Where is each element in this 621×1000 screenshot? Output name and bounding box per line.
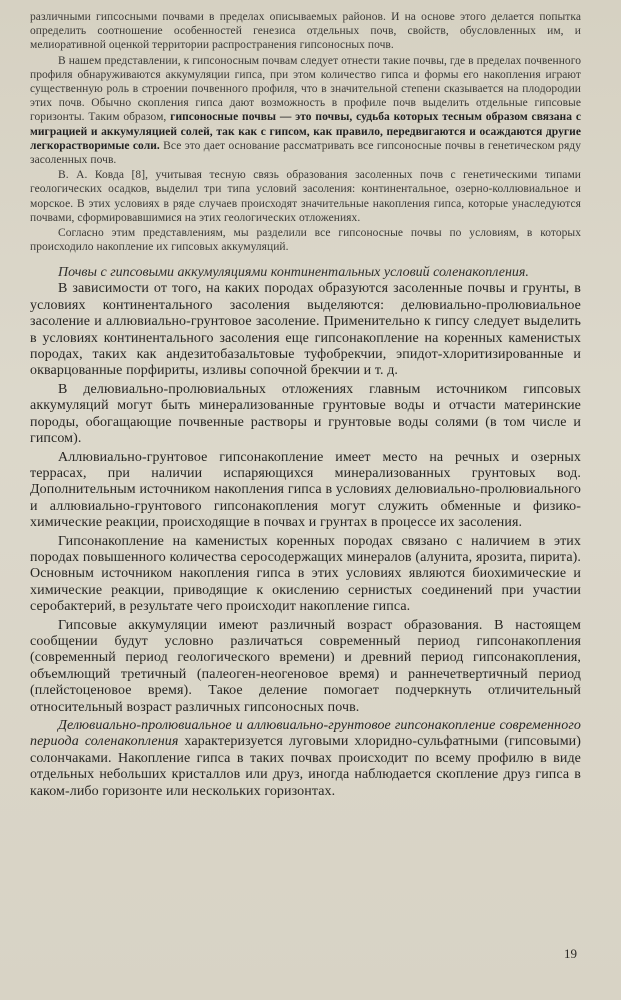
italic-subheading: Делювиально-пролювиальное и аллювиально-грунтовое гипсонакопление современного периода соленакопления bbox=[30, 718, 581, 750]
paragraph: различными гипсосными почвами в пределах описываемых районов. И на основе этого делается попытка определить соотношение особенностей генезиса отдельных почв, свойств, обусловленных им, и мелиоративной оценкой территории распространения гипсоносных почв. bbox=[30, 11, 581, 52]
paragraph-text: Все это дает основание рассматривать все гипсоносные почвы в генетическом ряду засоленных почв. bbox=[30, 139, 581, 167]
paragraph bbox=[30, 54, 581, 168]
paragraph-text: характеризуется луговыми хлоридно-сульфатными (гипсовыми) солончаками. Накопление гипса в таких почвах происходит по всему профилю в виде отдельных небольших кристаллов или друз, иногда наблюдается скопление друз гипса в каком-либо горизонте или нескольких горизонтах. bbox=[30, 734, 582, 799]
small-print-section bbox=[30, 10, 581, 254]
paragraph: Гипсонакопление на каменистых коренных породах связано с наличием в этих породах повышенного количества серосодержащих минералов (алунита, ярозита, пирита). Основным источником накопления гипса в этих условиях являются биохимические и химические реакции, приводящие к окислению сернистых соединений при участии серобактерий, в результате чего происходит накопление гипса. bbox=[30, 533, 581, 615]
paragraph bbox=[30, 718, 581, 800]
paragraph: В делювиально-пролювиальных отложениях главным источником гипсовых аккумуляций могут быть минерализованные грунтовые воды и отчасти материнские породы, обогащающие почвенные растворы и грунтовые воды солями (в том числе и гипсом). bbox=[30, 381, 581, 447]
paragraph-text: В нашем представлении, к гипсоносным почвам следует отнести такие почвы, где в пределах почвенного профиля обнаруживаются аккумуляции гипса, при этом количество гипса и формы его накопления играют существенную роль в строении почвенного профиля, что в значительной степени сказывается на плодородии этих почв. Обычно скопления гипса дают возможность в профиле почв выделить отдельные гипсовые горизонты. Таким образом, bbox=[30, 54, 581, 124]
paragraph: Гипсовые аккумуляции имеют различный возраст образования. В настоящем сообщении будут условно различаться современный период гипсонакопления (современный период геологического времени) и древний период гипсонакопления, объемлющий третичный (палеоген-неогеновое время) и раннечетвертичный период (плейстоценовое время). Такое деление помогает подчеркнуть отличительный относительный возраст различных гипсоносных почв. bbox=[30, 617, 581, 715]
paragraph: Согласно этим представлениям, мы разделили все гипсоносные почвы по условиям, в которых происходило накопление их гипсовых аккумуляций. bbox=[30, 227, 581, 254]
main-text-section bbox=[30, 281, 581, 800]
paragraph: В зависимости от того, на каких породах образуются засоленные почвы и грунты, в условиях континентального засоления выделяются: делювиально-пролювиальное засоление и аллювиально-грунтовое засоление. Применительно к гипсу следует выделить в условиях континентального засоления еще гипсонакопление на коренных каменистых породах, таких как андезитобазальтовые туфобрекчии, эпидот-хлоритизированные и окварцованные порфириты, изливы сопочной брекчии и т. д. bbox=[30, 281, 581, 379]
page-number: 19 bbox=[564, 946, 577, 961]
paragraph: В. А. Ковда [8], учитывая тесную связь образования засоленных почв с генетическими типами геологических осадков, выделил три типа условий засоления: континентальное, озерно-коллювиальное и морское. В этих условиях в ряде случаев происходят значительные накопления гипса, которые унаследуются почвами, сформировавшимися на этих геологических отложениях. bbox=[30, 169, 581, 224]
section-heading: Почвы с гипсовыми аккумуляциями континентальных условий соленакопления. bbox=[58, 265, 529, 281]
definition-bold-text: гипсоносные почвы — это почвы, судьба которых тесным образом связана с миграцией и аккумуляцией солей, так как с гипсом, как правило, передвигаются и осаждаются другие легкорастворимые соли. bbox=[30, 111, 581, 152]
paragraph: Аллювиально-грунтовое гипсонакопление имеет место на речных и озерных террасах, при наличии испаряющихся минерализованных грунтовых вод. Дополнительным источником накопления гипса в условиях делювиально-пролювиального и аллювиально-грунтового гипсонакопления могут служить обменные и физико-химические реакции, происходящие в почвах и грунтах в процессе их засоления. bbox=[30, 449, 581, 531]
